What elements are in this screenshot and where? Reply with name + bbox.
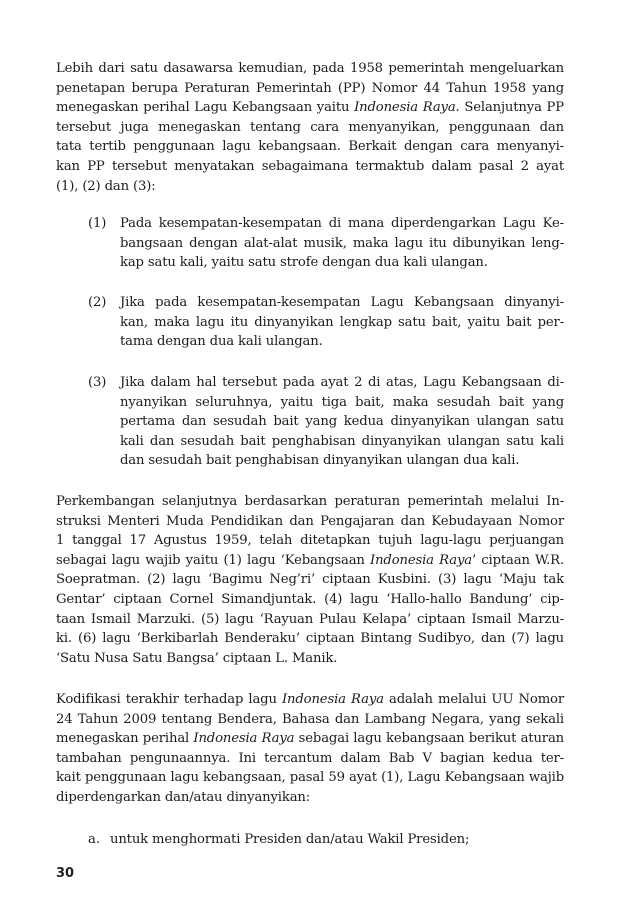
- text-line: kait penggunaan lagu kebangsaan, pasal 59 ayat (1), Lagu Kebangsaan wajib: [56, 770, 564, 786]
- text-line: menegaskan perihal Indonesia Raya sebagai lagu kebangsaan berikut aturan: [56, 731, 564, 747]
- text-line: Jika dalam hal tersebut pada ayat 2 di atas, Lagu Kebangsaan di-: [120, 375, 564, 390]
- text-line: Jika pada kesempatan-kesempatan Lagu Kebangsaan dinyanyi-: [120, 295, 564, 310]
- song-title: Indonesia Raya: [370, 552, 472, 568]
- text-line: menegaskan perihal Lagu Kebangsaan yaitu Indonesia Raya. Selanjutnya PP: [56, 100, 564, 116]
- text-line: Gentar’ ciptaan Cornel Simandjuntak. (4) lagu ‘Hallo-hallo Bandung’ cip-: [56, 591, 564, 607]
- text-line: taan Ismail Marzuki. (5) lagu ‘Rayuan Pulau Kelapa’ ciptaan Ismail Marzu-: [56, 611, 564, 627]
- item-number: (3): [88, 375, 107, 390]
- text-line: 1 tanggal 17 Agustus 1959, telah ditetapkan tujuh lagu-lagu perjuangan: [56, 533, 564, 549]
- list-item-1: [88, 214, 564, 274]
- list-item-3: [88, 373, 564, 473]
- text-line: nyanyikan seluruhnya, yaitu tiga bait, maka sesudah bait yang: [120, 394, 564, 410]
- text-line: Kodifikasi terakhir terhadap lagu Indonesia Raya adalah melalui UU Nomor: [56, 692, 564, 707]
- paragraph-songs: [56, 492, 564, 668]
- text-line: struksi Menteri Muda Pendidikan dan Pengajaran dan Kebudayaan Nomor: [56, 513, 564, 529]
- song-title: Indonesia Raya: [193, 731, 295, 747]
- text-line: penetapan berupa Peraturan Pemerintah (PP) Nomor 44 Tahun 1958 yang: [56, 80, 564, 96]
- text-line: Pada kesempatan-kesempatan di mana diperdengarkan Lagu Ke-: [120, 216, 564, 231]
- paragraph-intro: [56, 59, 564, 196]
- bullet-text: untuk menghormati Presiden dan/atau Wakil Presiden;: [110, 832, 470, 847]
- text-line: tersebut juga menegaskan tentang cara menyanyikan, penggunaan dan: [56, 119, 564, 135]
- text-line: tambahan pengunaannya. Ini tercantum dalam Bab V bagian kedua ter-: [56, 750, 564, 766]
- text-line: kap satu kali, yaitu satu strofe dengan dua kali ulangan.: [120, 255, 488, 271]
- page-number: 30: [56, 866, 75, 881]
- text-line: kan PP tersebut menyatakan sebagaimana termaktub dalam pasal 2 ayat: [56, 158, 564, 174]
- item-number: (1): [88, 216, 107, 231]
- song-title: Indonesia Raya: [354, 100, 456, 116]
- bullet-label: a.: [88, 832, 101, 847]
- text-line: sebagai lagu wajib yaitu (1) lagu ‘Kebangsaan Indonesia Raya’ ciptaan W.R.: [56, 552, 564, 568]
- text-line: tama dengan dua kali ulangan.: [120, 334, 323, 350]
- paragraph-codification: [56, 690, 564, 808]
- item-number: (2): [88, 295, 107, 310]
- text-line: dan sesudah bait penghabisan dinyanyikan ulangan dua kali.: [120, 453, 520, 469]
- text-line: kan, maka lagu itu dinyanyikan lengkap satu bait, yaitu bait per-: [120, 314, 564, 330]
- text-line: ki. (6) lagu ‘Berkibarlah Benderaku’ ciptaan Bintang Sudibyo, dan (7) lagu: [56, 631, 564, 647]
- text-line: diperdengarkan dan/atau dinyanyikan:: [56, 789, 311, 805]
- text-line: Lebih dari satu dasawarsa kemudian, pada 1958 pemerintah mengeluarkan: [56, 61, 564, 76]
- text-line: pertama dan sesudah bait yang kedua dinyanyikan ulangan satu: [120, 414, 564, 430]
- text-line: kali dan sesudah bait penghabisan dinyanyikan ulangan satu kali: [120, 433, 564, 449]
- text-line: Soepratman. (2) lagu ‘Bagimu Neg’ri’ ciptaan Kusbini. (3) lagu ‘Maju tak: [56, 572, 564, 588]
- text-line: tata tertib penggunaan lagu kebangsaan. Berkait dengan cara menyanyi-: [56, 139, 564, 155]
- text-line: Perkembangan selanjutnya berdasarkan peraturan pemerintah melalui In-: [56, 494, 564, 509]
- text-line: 24 Tahun 2009 tentang Bendera, Bahasa dan Lambang Negara, yang sekali: [56, 711, 564, 727]
- list-item-2: [88, 293, 564, 353]
- text-line: ‘Satu Nusa Satu Bangsa’ ciptaan L. Manik.: [56, 650, 338, 666]
- song-title: Indonesia Raya: [281, 692, 384, 707]
- text-line: bangsaan dengan alat-alat musik, maka lagu itu dibunyikan leng-: [120, 235, 564, 251]
- text-line: (1), (2) dan (3):: [56, 178, 156, 194]
